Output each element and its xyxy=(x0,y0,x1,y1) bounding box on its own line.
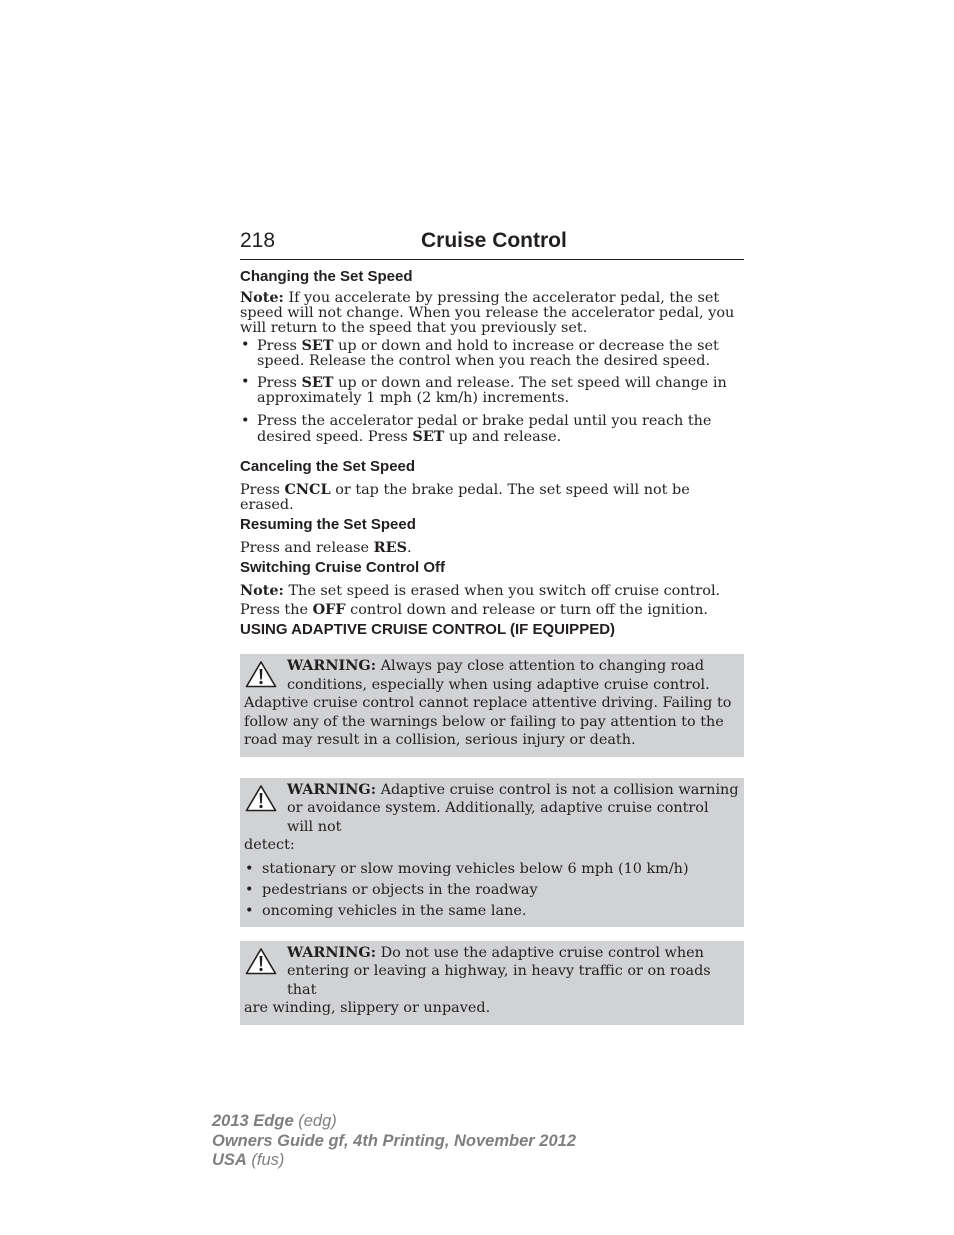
note-text: The set speed is erased when you switch off cruise control. xyxy=(283,583,721,599)
switching-paragraph xyxy=(240,602,744,618)
warning-label: WARNING: xyxy=(287,943,377,961)
page-footer xyxy=(212,1112,576,1171)
heading-switching-off: Switching Cruise Control Off xyxy=(240,559,445,576)
control-name: OFF xyxy=(312,601,346,618)
list-item xyxy=(240,414,744,445)
note-paragraph xyxy=(240,583,744,599)
list-item xyxy=(240,375,744,406)
warning-box xyxy=(240,778,744,927)
footer-code: (edg) xyxy=(293,1112,337,1130)
warning-text: detect: xyxy=(244,837,295,853)
page-content xyxy=(240,268,744,1025)
warning-triangle-icon xyxy=(245,947,277,975)
list-item xyxy=(240,338,744,369)
control-name: CNCL xyxy=(284,481,331,498)
warning-label: WARNING: xyxy=(287,657,377,674)
warning-text: Do not use the adaptive cruise control when entering or leaving a highway, in heavy traffic or on roads that xyxy=(287,944,711,998)
warning-first-lines xyxy=(244,657,739,694)
warning-first-lines xyxy=(244,781,739,837)
note-label: Note: xyxy=(240,289,284,306)
paragraph-text: control down and release or turn off the ignition. xyxy=(345,602,708,618)
note-label: Note: xyxy=(240,582,284,599)
control-name: SET xyxy=(412,428,445,445)
paragraph-text: Press the xyxy=(240,602,313,618)
footer-market: USA xyxy=(212,1151,247,1169)
control-name: SET xyxy=(301,337,334,354)
canceling-paragraph xyxy=(240,482,744,513)
heading-resuming-set-speed: Resuming the Set Speed xyxy=(240,516,416,533)
page-title: Cruise Control xyxy=(421,229,567,252)
page-number: 218 xyxy=(240,229,276,252)
footer-line xyxy=(212,1151,576,1171)
warning-text: Adaptive cruise control is not a collision warning or avoidance system. Additionally, adaptive cruise control will not xyxy=(287,781,739,835)
control-name: RES xyxy=(373,539,407,556)
warning-box xyxy=(240,941,744,1025)
warning-box xyxy=(240,654,744,757)
paragraph-text: or tap the brake pedal. The set speed will not be erased. xyxy=(240,482,690,513)
warning-label: WARNING: xyxy=(287,780,377,798)
list-item-text: Press xyxy=(257,338,302,354)
heading-canceling-set-speed: Canceling the Set Speed xyxy=(240,458,416,475)
list-item: • stationary or slow moving vehicles below 6 mph (10 km/h) xyxy=(244,859,739,880)
list-item-text: up or down and release. The set speed will change in approximately 1 mph (2 km/h) increments. xyxy=(257,375,727,406)
list-item-text: up or down and hold to increase or decrease the set speed. Release the control when you reach the desired speed. xyxy=(257,338,719,369)
list-item-text: up and release. xyxy=(444,429,562,445)
footer-line xyxy=(212,1132,576,1152)
footer-code: (fus) xyxy=(246,1151,285,1169)
list-item-text: Press the accelerator pedal or brake pedal until you reach the desired speed. Press xyxy=(257,413,712,445)
paragraph-text: Press xyxy=(240,482,285,498)
warning-triangle-icon xyxy=(245,784,277,812)
control-name: SET xyxy=(301,374,334,391)
paragraph-text: . xyxy=(406,540,412,556)
resuming-paragraph xyxy=(240,540,744,556)
warning-text: Always pay close attention to changing road conditions, especially when using adaptive cruise control. xyxy=(287,658,710,693)
heading-changing-set-speed: Changing the Set Speed xyxy=(240,268,413,285)
warning-triangle-icon xyxy=(245,660,277,688)
footer-model: 2013 Edge xyxy=(212,1112,294,1130)
note-text: If you accelerate by pressing the accelerator pedal, the set speed will not change. When you release the accelerator pedal, you will return to the speed that you previously set. xyxy=(240,290,735,336)
set-speed-list xyxy=(240,338,744,445)
footer-line xyxy=(212,1112,576,1132)
warning-text: are winding, slippery or unpaved. xyxy=(244,1000,491,1016)
warning-text: Adaptive cruise control cannot replace attentive driving. Failing to follow any of the warnings below or failing to pay attention to the road may result in a collision, serious injury or death. xyxy=(244,695,732,748)
page-header xyxy=(240,228,744,260)
heading-adaptive-cruise: USING ADAPTIVE CRUISE CONTROL (IF EQUIPPED) xyxy=(240,621,616,638)
paragraph-text: Press and release xyxy=(240,540,374,556)
list-item-text: Press xyxy=(257,375,302,391)
footer-edition: Owners Guide gf, 4th Printing, November 2012 xyxy=(212,1131,576,1150)
note-paragraph xyxy=(240,290,744,336)
warning-bullet-list xyxy=(244,859,739,922)
warning-first-lines xyxy=(244,944,739,1000)
list-item: • oncoming vehicles in the same lane. xyxy=(244,901,739,922)
list-item: • pedestrians or objects in the roadway xyxy=(244,880,739,901)
